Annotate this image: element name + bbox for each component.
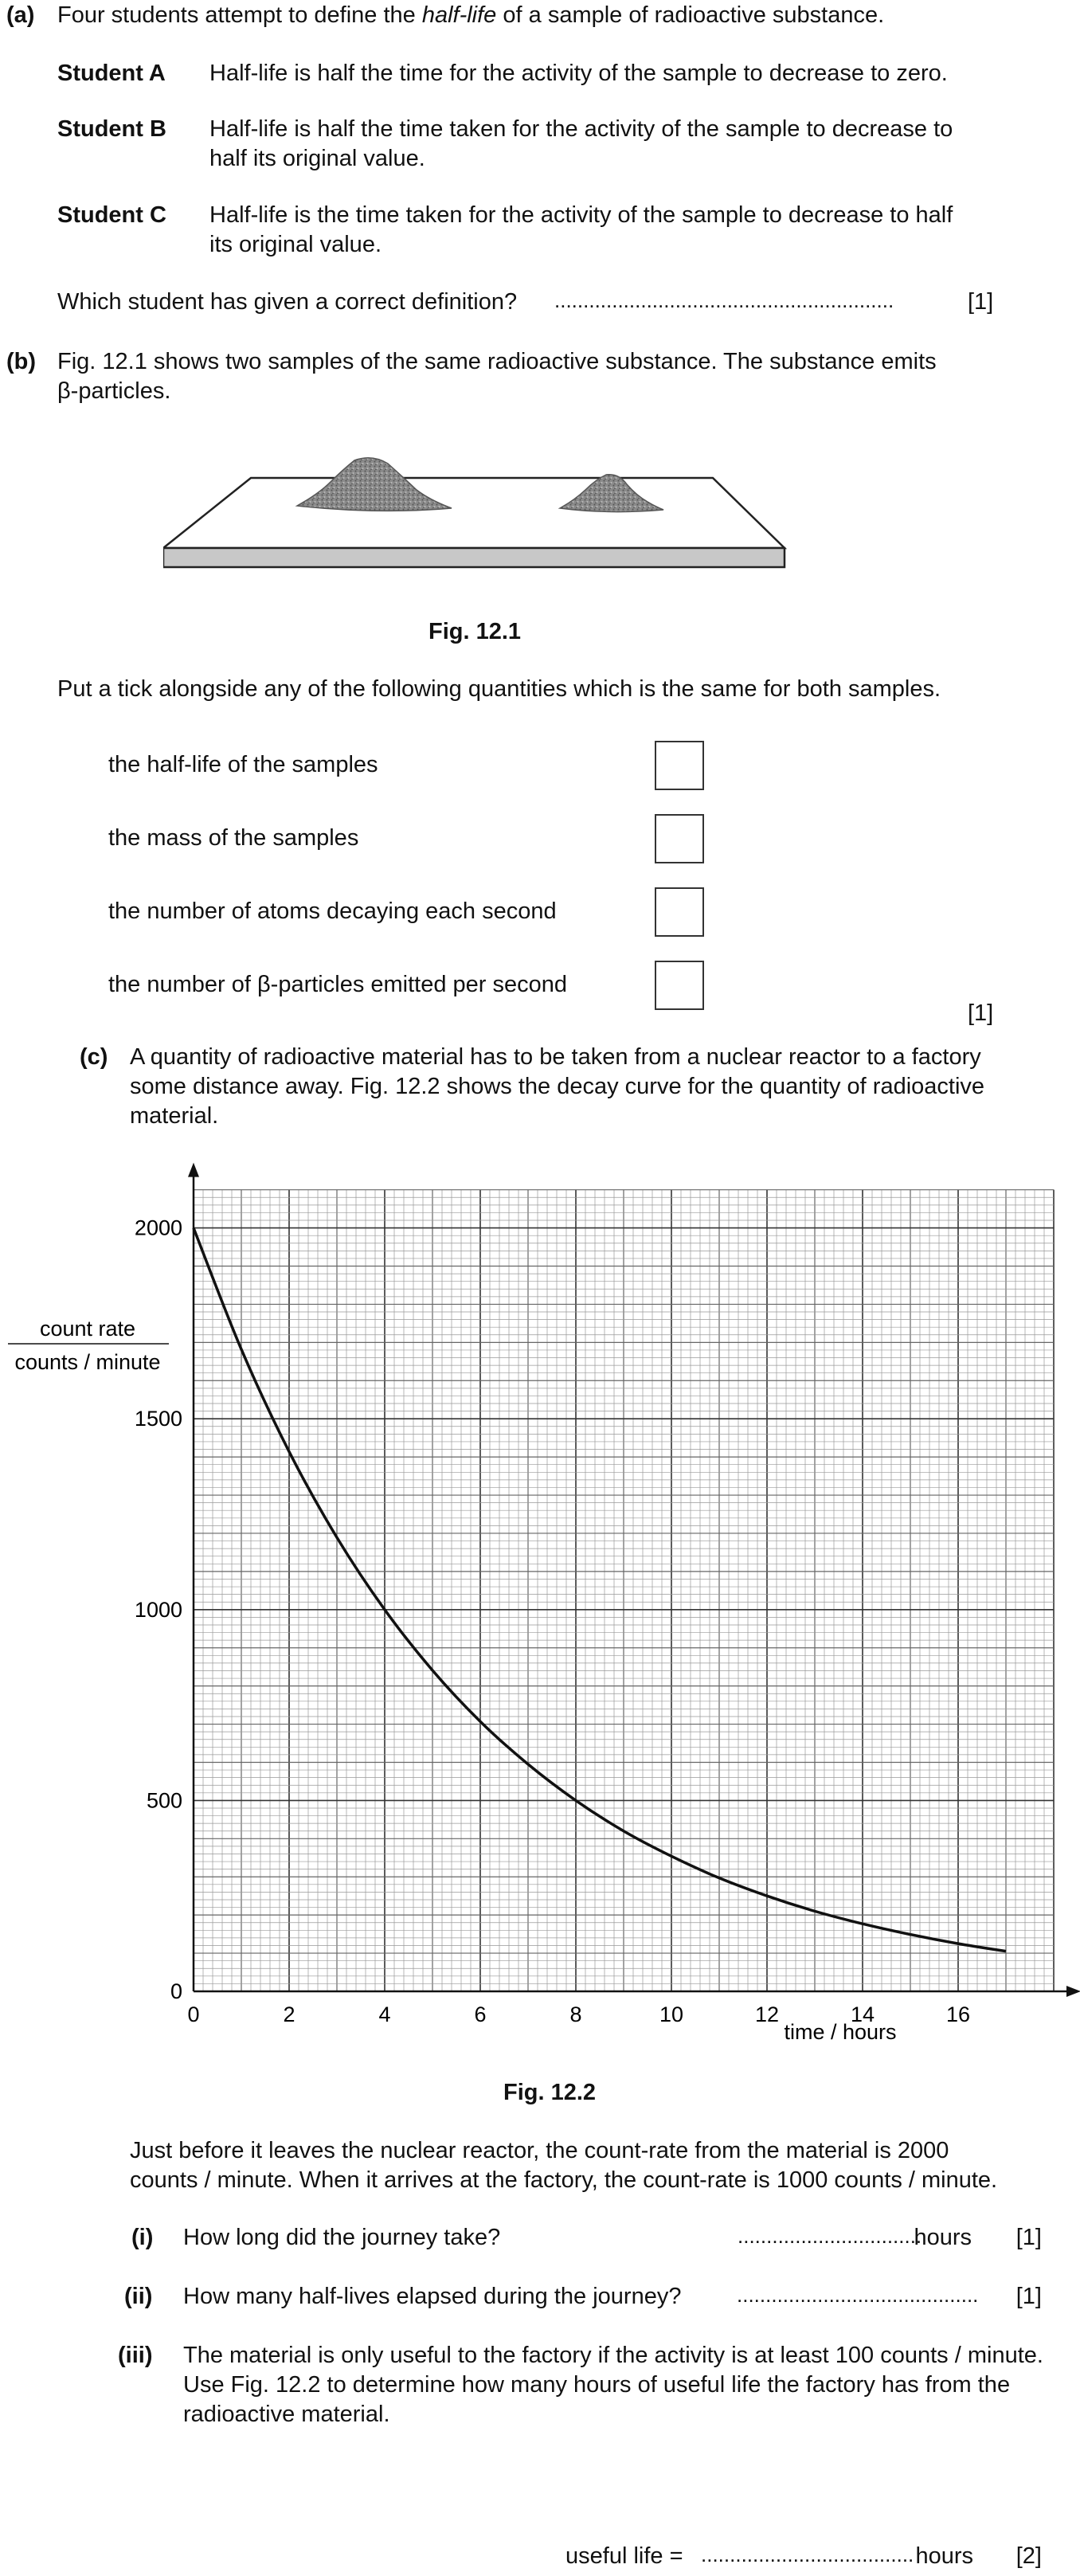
q-i-answer-line[interactable]: ................................ (738, 2224, 922, 2248)
q-iii-unit: hours (915, 2543, 973, 2569)
q-i-label: (i) (131, 2225, 154, 2250)
plate-edge (163, 548, 785, 567)
part-a-question: Which student has given a correct definition? (57, 289, 518, 315)
y-tick-label: 0 (170, 1979, 182, 2003)
option-beta-particles-checkbox[interactable] (655, 961, 704, 1010)
part-b-text-cont: β-particles. (57, 378, 171, 404)
part-b-text: Fig. 12.1 shows two samples of the same radioactive substance. The substance emits (57, 349, 937, 374)
q-i-text: How long did the journey take? (183, 2225, 501, 2250)
x-tick-label: 2 (283, 2002, 295, 2026)
x-tick-label: 4 (378, 2002, 391, 2026)
x-axis-arrowhead (1066, 1986, 1080, 1997)
student-b-definition: Half-life is half the time taken for the activity of the sample to decrease to (209, 116, 953, 142)
part-c-info-cont: counts / minute. When it arrives at the factory, the count-rate is 1000 counts / minute. (130, 2167, 998, 2193)
part-c-text: A quantity of radioactive material has to be taken from a nuclear reactor to a factory (130, 1044, 981, 1070)
part-c-label: (c) (80, 1044, 108, 1070)
intro-text: Four students attempt to define the (57, 2, 422, 28)
q-iii-text-end: radioactive material. (183, 2402, 390, 2427)
chart-grid (194, 1190, 1054, 1991)
q-iii-answer-line[interactable]: ..................................... (701, 2543, 914, 2566)
fig-12-2-decay-chart (0, 1147, 1080, 2071)
x-tick-label: 10 (659, 2002, 684, 2026)
part-a-intro (57, 2, 884, 29)
fig-12-2-caption: Fig. 12.2 (503, 2080, 597, 2105)
y-axis-label-bottom: counts / minute (14, 1350, 161, 1374)
student-b-name: Student B (57, 116, 166, 142)
x-tick-label: 16 (945, 2002, 971, 2026)
option-mass-label: the mass of the samples (108, 825, 359, 851)
student-a-name: Student A (57, 61, 166, 86)
option-half-life-checkbox[interactable] (655, 741, 704, 790)
half-life-term: half-life (421, 2, 497, 28)
student-a-definition: Half-life is half the time for the activity of the sample to decrease to zero. (209, 61, 948, 86)
option-atoms-decaying-label: the number of atoms decaying each second (108, 898, 557, 924)
student-c-definition: Half-life is the time taken for the activity of the sample to decrease to half (209, 202, 953, 228)
q-iii-answer-label: useful life = (565, 2543, 683, 2569)
q-iii-label: (iii) (118, 2343, 153, 2368)
x-tick-label: 0 (187, 2002, 200, 2026)
fig-12-1-caption: Fig. 12.1 (428, 619, 522, 644)
chart-tick-labels (135, 1216, 970, 2026)
y-tick-label: 1000 (134, 1597, 182, 1622)
q-ii-text: How many half-lives elapsed during the journey? (183, 2284, 682, 2309)
q-iii-text: The material is only useful to the factory if the activity is at least 100 counts / minute. (183, 2343, 1043, 2368)
q-ii-marks: [1] (1015, 2284, 1042, 2309)
q-i-marks: [1] (1015, 2225, 1042, 2250)
y-tick-label: 2000 (134, 1216, 182, 1240)
part-c-text-cont: some distance away. Fig. 12.2 shows the decay curve for the quantity of radioactive (130, 1074, 985, 1099)
option-half-life-label: the half-life of the samples (108, 752, 378, 777)
intro-text-end: of a sample of radioactive substance. (496, 2, 885, 28)
q-ii-answer-line[interactable]: .......................................... (737, 2283, 979, 2307)
part-a-label: (a) (6, 2, 35, 28)
plate-top (163, 478, 785, 548)
q-i-unit: hours (914, 2225, 972, 2250)
option-mass-checkbox[interactable] (655, 814, 704, 863)
student-c-name: Student C (57, 202, 166, 228)
decay-curve (194, 1228, 1006, 1952)
part-b-marks: [1] (968, 1000, 994, 1026)
x-tick-label: 14 (850, 2002, 875, 2026)
option-beta-particles-label: the number of β-particles emitted per second (108, 972, 568, 997)
part-b-instruction: Put a tick alongside any of the following quantities which is the same for both samples. (57, 676, 941, 702)
x-tick-label: 6 (474, 2002, 487, 2026)
student-b-definition-cont: half its original value. (209, 146, 425, 171)
y-tick-label: 1500 (134, 1407, 182, 1431)
q-ii-label: (ii) (124, 2284, 153, 2309)
x-axis-label: time / hours (784, 2020, 897, 2044)
x-tick-label: 12 (754, 2002, 780, 2026)
x-tick-label: 8 (569, 2002, 582, 2026)
y-axis-arrowhead (188, 1163, 199, 1177)
part-a-marks: [1] (968, 289, 994, 315)
part-b-label: (b) (6, 349, 37, 374)
option-atoms-decaying-checkbox[interactable] (655, 887, 704, 937)
part-a-answer-line[interactable]: ........................................................... (554, 288, 894, 312)
y-axis-label-top: count rate (39, 1317, 136, 1341)
q-iii-marks: [2] (1015, 2543, 1042, 2569)
fig-12-1-illustration (163, 446, 800, 574)
q-iii-text-cont: Use Fig. 12.2 to determine how many hours of useful life the factory has from the (183, 2372, 1011, 2398)
y-tick-label: 500 (146, 1788, 182, 1813)
chart-axes (188, 1163, 1080, 1997)
part-c-info: Just before it leaves the nuclear reactor, the count-rate from the material is 2000 (130, 2138, 949, 2163)
student-c-definition-cont: its original value. (209, 232, 382, 257)
part-c-text-end: material. (130, 1103, 219, 1129)
